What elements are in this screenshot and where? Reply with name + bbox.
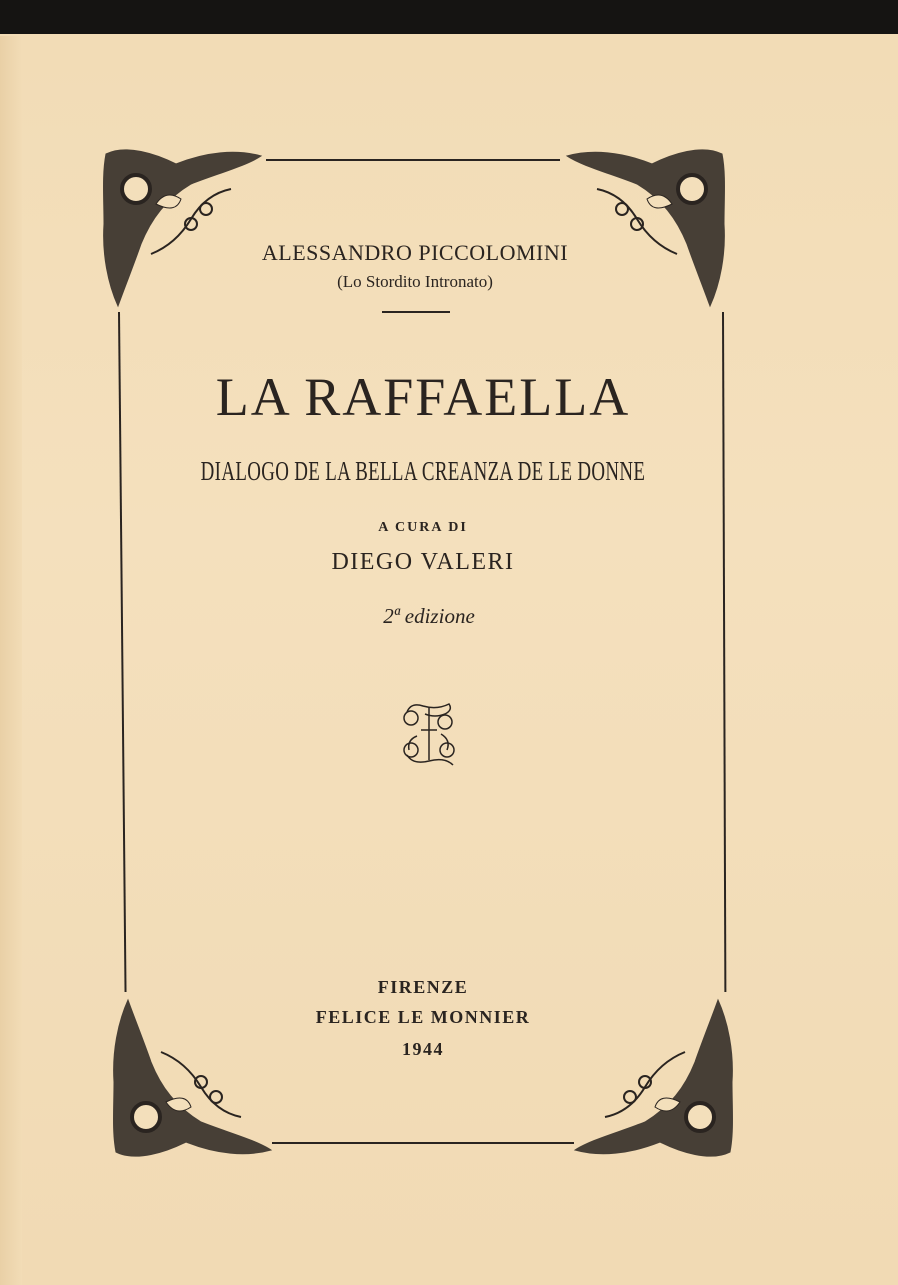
frame-bottom-line bbox=[272, 1142, 574, 1144]
editor-name: DIEGO VALERI bbox=[331, 549, 515, 575]
book-subtitle: DIALOGO DE LA BELLA CREANZA DE LE DONNE bbox=[200, 456, 646, 486]
scan-background bbox=[0, 0, 898, 36]
publisher-name: FELICE LE MONNIER bbox=[315, 1007, 531, 1027]
publication-year: 1944 bbox=[402, 1039, 444, 1059]
author-divider bbox=[382, 311, 450, 313]
page-edge bbox=[0, 36, 22, 1285]
edition: 2ª edizione bbox=[383, 604, 475, 628]
publication-city: FIRENZE bbox=[377, 977, 469, 997]
author-name: ALESSANDRO PICCOLOMINI bbox=[261, 240, 569, 265]
frame-top-line bbox=[266, 159, 560, 161]
editor-label: A CURA DI bbox=[378, 520, 468, 535]
author-alias: (Lo Stordito Intronato) bbox=[337, 272, 493, 291]
book-title: LA RAFFAELLA bbox=[215, 367, 631, 427]
publisher-monogram-icon bbox=[399, 700, 459, 770]
